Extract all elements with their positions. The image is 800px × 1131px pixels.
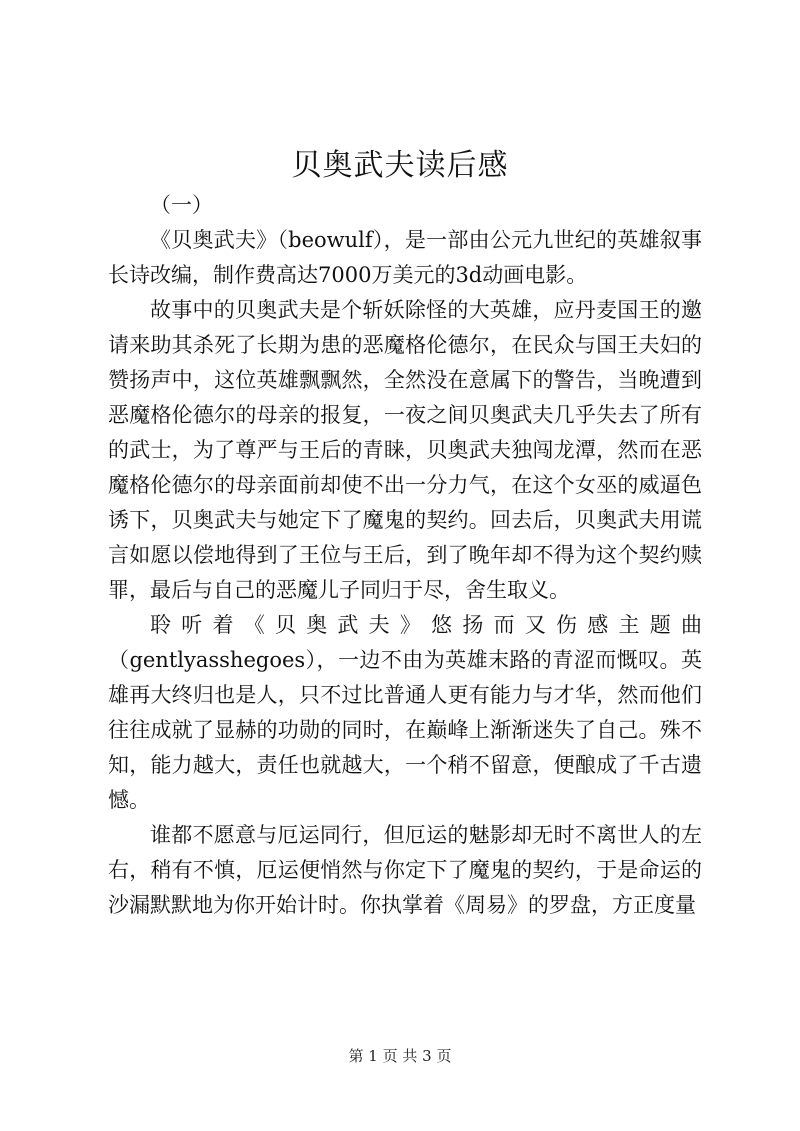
page-footer: 第 1 页 共 3 页 xyxy=(348,1047,452,1065)
paragraph-theme-song: 聆听着《贝奥武夫》悠扬而又伤感主题曲（gentlyasshegoes），一边不由为英雄末路的青涩而慨叹。英雄再大终归也是人，只不过比普通人更有能力与才华，然而他们往往成就了显赫的功勋的同时，在巅峰上渐渐迷失了自己。殊不知，能力越大，责任也就越大，一个稍不留意，便酿成了千古遗憾。 xyxy=(108,613,702,812)
page-title: 贝奥武夫读后感 xyxy=(291,148,509,183)
paragraph-story: 故事中的贝奥武夫是个斩妖除怪的大英雄，应丹麦国王的邀请来助其杀死了长期为患的恶魔格伦德尔，在民众与国王夫妇的赞扬声中，这位英雄飘飘然，全然没在意属下的警告，当晚遭到恶魔格伦德尔的母亲的报复，一夜之间贝奥武夫几乎失去了所有的武士，为了尊严与王后的青睐，贝奥武夫独闯龙潭，然而在恶魔格伦德尔的母亲面前却使不出一分力气，在这个女巫的威逼色诱下，贝奥武夫与她定下了魔鬼的契约。回去后，贝奥武夫用谎言如愿以偿地得到了王位与王后，到了晚年却不得为这个契约赎罪，最后与自己的恶魔儿子同归于尽，舍生取义。 xyxy=(108,298,702,602)
paragraph-intro: 《贝奥武夫》（beowulf），是一部由公元九世纪的英雄叙事长诗改编，制作费高达7000万美元的3d动画电影。 xyxy=(108,228,702,287)
paragraph-fate: 谁都不愿意与厄运同行，但厄运的魅影却无时不离世人的左右，稍有不慎，厄运便悄然与你定下了魔鬼的契约，于是命运的沙漏默默地为你开始计时。你执掌着《周易》的罗盘，方正度量 xyxy=(108,823,702,917)
section-marker: （一） xyxy=(150,193,213,217)
article-body xyxy=(108,188,702,923)
